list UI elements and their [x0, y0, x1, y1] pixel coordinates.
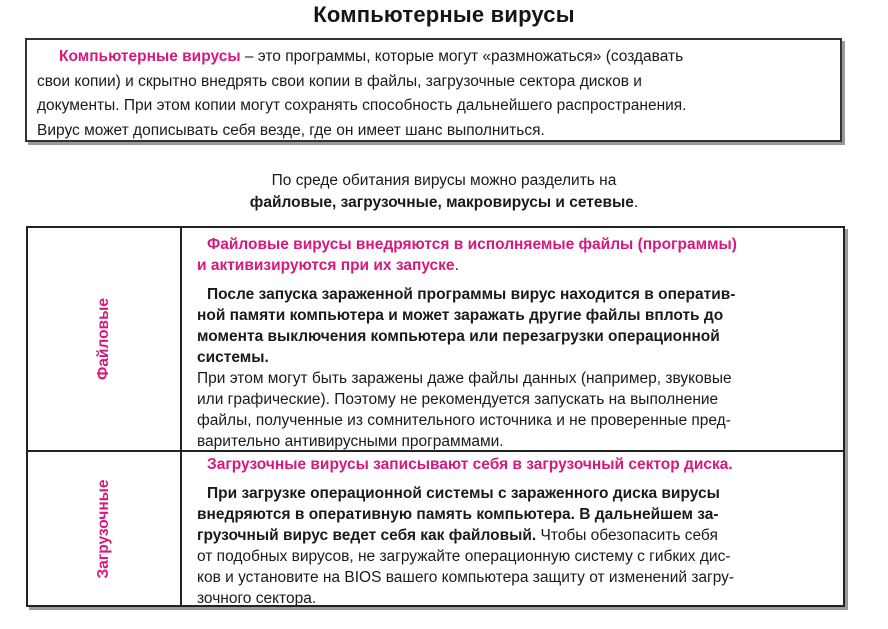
text-line: зочного сектора.	[197, 590, 317, 607]
intro-period: .	[633, 194, 639, 211]
text-tail: Чтобы обезопасить себя	[536, 527, 718, 544]
row-label-cell	[28, 228, 182, 450]
definition-text: – это программы, которые могут «размножаться» (создавать	[240, 48, 684, 65]
highlight-text: и активизируются при их запуске	[197, 257, 455, 274]
row-label: Загрузочные	[95, 478, 112, 579]
page-title: Компьютерные вирусы	[313, 2, 575, 27]
bold-line: При загрузке операционной системы с зараженного диска вирусы	[207, 485, 720, 502]
row-label-cell	[28, 452, 182, 605]
text-line: файлы, полученные из сомнительного источника и не проверенные пред-	[197, 412, 731, 429]
definition-line	[37, 45, 830, 70]
highlight-line: Файловые вирусы внедряются в исполняемые файлы (программы)	[207, 236, 737, 253]
definition-line: документы. При этом копии могут сохранять способность дальнейшего распространения.	[37, 97, 687, 114]
bold-line: момента выключения компьютера или перезагрузки операционной	[197, 328, 720, 345]
definition-term: Компьютерные вирусы	[59, 48, 241, 65]
highlight-line: Загрузочные вирусы записывают себя в загрузочный сектор диска.	[207, 456, 733, 473]
table-row-file-viruses	[28, 228, 843, 452]
highlight-period: .	[454, 257, 459, 274]
bold-text: грузочный вирус ведет себя как файловый.	[197, 527, 537, 544]
row-text-cell	[185, 452, 835, 607]
mixed-line	[185, 525, 835, 546]
bold-line: внедряются в оперативную память компьютера. В дальнейшем за-	[197, 506, 719, 523]
highlight-line	[185, 255, 835, 276]
definition-box	[25, 38, 842, 142]
intro-categories: файловые, загрузочные, макровирусы и сетевые	[249, 194, 634, 211]
row-text-cell	[185, 228, 835, 456]
row-label: Файловые	[95, 298, 112, 380]
bold-line: После запуска зараженной программы вирус находится в оператив-	[207, 286, 736, 303]
table-row-boot-viruses	[28, 452, 843, 605]
bold-line: ной памяти компьютера и может заражать другие файлы вплоть до	[197, 307, 724, 324]
intro-line	[0, 192, 888, 214]
text-line: При этом могут быть заражены даже файлы данных (например, звуковые	[197, 370, 732, 387]
bold-line: системы.	[197, 349, 269, 366]
text-line: от подобных вирусов, не загружайте операционную систему с гибких дис-	[197, 548, 731, 565]
definition-line: свои копии) и скрытно внедрять свои копии в файлы, загрузочные сектора дисков и	[37, 72, 642, 90]
intro-line: По среде обитания вирусы можно разделить на	[271, 172, 617, 189]
text-line: варительно антивирусными программами.	[197, 433, 504, 450]
virus-types-table	[26, 226, 845, 607]
text-line: ков и установите на BIOS вашего компьютера защиту от изменений загру-	[197, 569, 735, 586]
definition-line: Вирус может дописывать себя везде, где он имеет шанс выполниться.	[37, 121, 545, 139]
text-line: или графические). Поэтому не рекомендуется запускать на выполнение	[197, 391, 719, 408]
